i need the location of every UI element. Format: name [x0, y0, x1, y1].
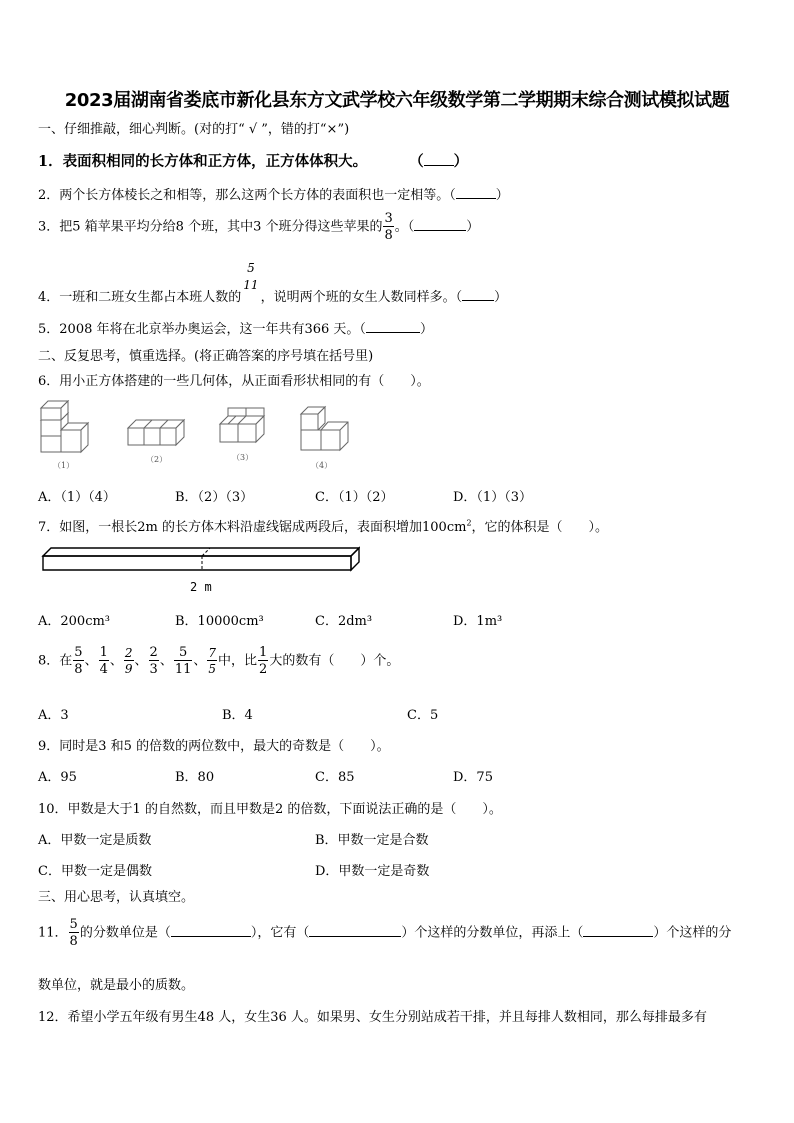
- question-8: 8．在 $\frac{5}{8}$ 、 $\frac{1}{4}$ 、 $\frac{2}{9}$ 、 $\frac{2}{3}$ 、 $\frac{5}{11}$ 、 $\frac{7}{5}$ 中，比 $\frac{1}{2}$ 大的数有（ ）个。: [38, 645, 400, 677]
- question-10-text: 10．甲数是大于1 的自然数，而且甲数是2 的倍数，下面说法正确的是（ ）。: [38, 802, 502, 817]
- denominator: 11: [174, 662, 192, 677]
- denominator: 2: [259, 662, 268, 677]
- question-7-text-post: ，它的体积是（ ）。: [471, 520, 609, 535]
- section-2-heading: 二、反复思考，慎重选择。(将正确答案的序号填在括号里): [38, 349, 374, 364]
- q7-option-a[interactable]: A．200cm³: [38, 614, 111, 629]
- cube-figure-4: [301, 407, 348, 450]
- question-8-text: 8．在: [38, 653, 73, 669]
- question-3-text-post: 。（: [394, 219, 415, 235]
- fraction-half: [258, 646, 268, 676]
- question-4-paren-close: ）: [494, 290, 508, 305]
- question-4-text-post: ，说明两个班的女生人数同样多。（: [260, 290, 463, 305]
- q7-option-b[interactable]: B．10000cm³: [175, 614, 264, 629]
- cube-figure-1: [41, 401, 88, 452]
- question-5-paren-close: ）: [419, 322, 433, 337]
- question-5: [38, 318, 433, 337]
- q9-option-c[interactable]: C．85: [315, 770, 355, 785]
- q6-option-b[interactable]: B．（2）（3）: [175, 490, 254, 505]
- question-3: [38, 212, 479, 242]
- figure-caption-1: （1）: [53, 461, 75, 470]
- question-9-text: 9．同时是3 和5 的倍数的两位数中，最大的奇数是（ ）。: [38, 739, 390, 754]
- denominator: 8: [69, 934, 78, 949]
- question-1: [38, 150, 468, 171]
- question-8-text-mid: 中，比: [218, 653, 258, 669]
- answer-blank-1[interactable]: [424, 152, 454, 166]
- page-title: 2023届湖南省娄底市新化县东方文武学校六年级数学第二学期期末综合测试模拟试题: [64, 90, 730, 111]
- denominator: 9: [124, 662, 133, 676]
- section-1-heading: 一、仔细推敲，细心判断。(对的打“ √ ”，错的打“×”): [38, 122, 350, 137]
- q6-option-c[interactable]: C．（1）（2）: [315, 490, 394, 505]
- q10-option-c[interactable]: C．甲数一定是偶数: [38, 864, 152, 879]
- question-11-text-b: ），它有（: [250, 925, 310, 941]
- numerator: 2: [124, 646, 133, 660]
- numerator: 5: [178, 645, 188, 660]
- superscript: 2: [466, 518, 472, 528]
- answer-blank-4[interactable]: [462, 287, 494, 301]
- question-11-number: 11．: [38, 925, 68, 941]
- question-1-paren-close: ）: [453, 153, 469, 170]
- question-2-paren-close: ）: [495, 188, 509, 203]
- q6-option-a[interactable]: A．（1）（4）: [38, 490, 116, 505]
- q10-option-d[interactable]: D．甲数一定是奇数: [315, 864, 430, 879]
- question-12-text: 12．希望小学五年级有男生48 人，女生36 人。如果男、女生分别站成若干排，并且每排人数相同，那么每排最多有: [38, 1010, 707, 1025]
- fraction: [99, 646, 109, 676]
- denominator: 3: [149, 662, 158, 677]
- fraction: [73, 646, 83, 676]
- denominator: 8: [74, 662, 83, 677]
- wood-beam-figure: [40, 544, 360, 576]
- fraction: [149, 646, 159, 676]
- question-7: [38, 516, 608, 535]
- numerator: 7: [208, 646, 217, 660]
- question-2-text: 2．两个长方体棱长之和相等，那么这两个长方体的表面积也一定相等。（: [38, 188, 456, 203]
- fraction-5-8: [69, 918, 79, 948]
- answer-blank-11b[interactable]: [309, 923, 401, 937]
- section-3-heading: 三、用心思考，认真填空。: [38, 890, 195, 905]
- q9-option-a[interactable]: A．95: [38, 770, 77, 785]
- denominator: 8: [384, 228, 393, 243]
- question-3-text: 3．把5 箱苹果平均分给8 个班，其中3 个班分得这些苹果的: [38, 219, 383, 235]
- answer-blank-2[interactable]: [456, 185, 496, 199]
- q6-option-d[interactable]: D．（1）（3）: [453, 490, 532, 505]
- fraction: [207, 647, 217, 675]
- question-7-text: 7．如图，一根长2m 的长方体木料沿虚线锯成两段后，表面积增加100cm: [38, 520, 467, 535]
- question-11-text-c: ）个这样的分数单位，再添上（: [401, 925, 584, 941]
- question-11: [38, 918, 731, 948]
- question-1-text: 1．表面积相同的长方体和正方体，正方体体积大。: [38, 153, 368, 170]
- question-4: [38, 262, 507, 305]
- question-5-text: 5．2008 年将在北京举办奥运会，这一年共有366 天。（: [38, 322, 366, 337]
- q7-option-d[interactable]: D．1m³: [453, 614, 503, 629]
- q10-option-a[interactable]: A．甲数一定是质数: [38, 833, 152, 848]
- question-11-line-2: 数单位，就是最小的质数。: [38, 978, 195, 993]
- numerator: 1: [259, 645, 268, 660]
- figure-caption-4: （4）: [311, 461, 333, 470]
- answer-blank-5[interactable]: [366, 319, 420, 333]
- numerator: 5: [69, 917, 78, 932]
- numerator: 5: [247, 261, 255, 275]
- q8-option-c[interactable]: C．5: [407, 708, 439, 723]
- fraction-3-8: [383, 212, 393, 242]
- fraction-5-11: [242, 262, 259, 291]
- question-2: [38, 184, 509, 203]
- question-1-paren-open: （: [409, 153, 424, 170]
- fraction: [174, 646, 193, 676]
- cube-figure-3: [220, 408, 264, 442]
- question-3-paren-close: ）: [466, 219, 480, 235]
- cube-figure-2: [128, 420, 184, 445]
- denominator: 11: [243, 278, 259, 292]
- q7-option-c[interactable]: C．2dm³: [315, 614, 373, 629]
- question-4-text: 4．一班和二班女生都占本班人数的: [38, 290, 242, 305]
- answer-blank-11a[interactable]: [171, 923, 251, 937]
- beam-length-label: 2 m: [190, 580, 212, 594]
- question-6-text: 6．用小正方体搭建的一些几何体，从正面看形状相同的有（ ）。: [38, 374, 430, 389]
- answer-blank-11c[interactable]: [583, 923, 653, 937]
- q10-option-b[interactable]: B．甲数一定是合数: [315, 833, 429, 848]
- denominator: 4: [99, 662, 108, 677]
- question-11-text-d: ）个这样的分: [653, 925, 732, 941]
- figure-caption-3: （3）: [232, 453, 254, 462]
- denominator: 5: [208, 662, 217, 676]
- fraction: [124, 647, 134, 675]
- numerator: 5: [74, 645, 83, 660]
- question-8-text-post: 大的数有（ ）个。: [269, 653, 400, 669]
- figure-caption-2: （2）: [146, 455, 168, 464]
- q9-option-b[interactable]: B．80: [175, 770, 215, 785]
- numerator: 1: [99, 645, 108, 660]
- question-11-text-a: 的分数单位是（: [79, 925, 171, 941]
- q9-option-d[interactable]: D．75: [453, 770, 493, 785]
- numerator: 2: [149, 645, 158, 660]
- answer-blank-3[interactable]: [414, 217, 466, 231]
- q8-option-a[interactable]: A．3: [38, 708, 69, 723]
- q8-option-b[interactable]: B．4: [222, 708, 253, 723]
- numerator: 3: [384, 211, 393, 226]
